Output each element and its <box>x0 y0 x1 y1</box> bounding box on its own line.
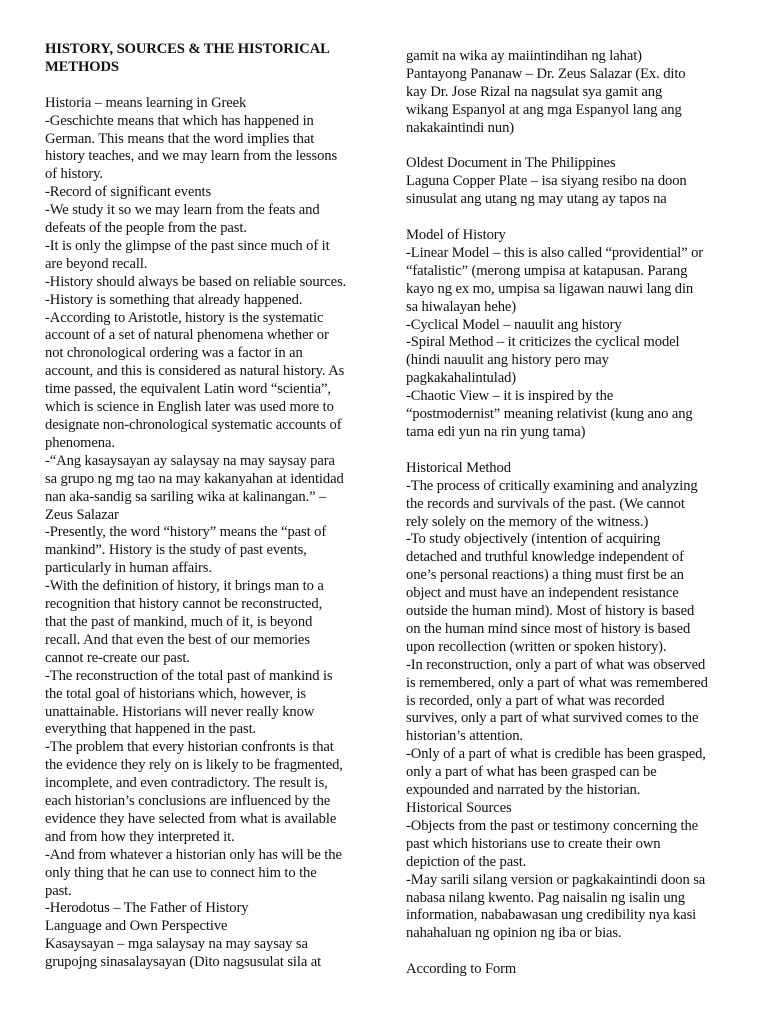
text-line: upon recollection (written or spoken history). <box>406 638 667 655</box>
text-line: Oldest Document in The Philippines <box>406 155 616 172</box>
text-line: -Only of a part of what is credible has been grasped, <box>406 746 706 763</box>
text-line: -Presently, the word “history” means the “past of <box>45 524 327 541</box>
text-line: Historical Sources <box>406 800 512 817</box>
text-line: -In reconstruction, only a part of what was observed <box>406 656 706 673</box>
text-line: German. This means that the word implies that <box>45 130 315 147</box>
text-line: kay Dr. Jose Rizal na nagsulat sya gamit ang <box>406 83 663 100</box>
text-line: -The problem that every historian confronts is that <box>45 739 334 756</box>
text-line: defeats of the people from the past. <box>45 220 247 237</box>
text-line: -Record of significant events <box>45 184 212 201</box>
text-line: phenomena. <box>45 434 115 451</box>
text-line: designate non-chronological systematic accounts of <box>45 417 342 434</box>
text-line: (hindi nauulit ang history pero may <box>406 352 609 369</box>
text-line: gamit na wika ay maiintindihan ng lahat) <box>406 48 642 64</box>
text-line: depiction of the past. <box>406 853 527 870</box>
text-line: “fatalistic” (merong umpisa at katapusan. Parang <box>406 262 688 279</box>
text-line: past. <box>45 882 72 899</box>
text-line: object and must have an independent resistance <box>406 585 679 602</box>
text-line: cannot re-create our past. <box>45 649 190 666</box>
text-line: -Objects from the past or testimony concerning the <box>406 817 699 834</box>
text-line: nabasa nilang kwento. Pag naisalin ng isalin ung <box>406 889 685 906</box>
text-line: -Linear Model – this is also called “providential” or <box>406 244 704 261</box>
text-line: unattainable. Historians will never really know <box>45 703 315 720</box>
text-line: -With the definition of history, it brings man to a <box>45 578 324 595</box>
document-title-line-1: HISTORY, SOURCES & THE HISTORICAL <box>45 41 330 57</box>
text-line: expounded and narrated by the historian. <box>406 782 641 799</box>
document-title-line-2: METHODS <box>45 58 119 75</box>
text-line: tama edi yun na rin yung tama) <box>406 424 586 440</box>
left-column-text <box>45 95 367 972</box>
text-line: nahahaluan ng opinion ng iba or bias. <box>406 925 622 942</box>
text-line: sa grupo ng mg tao na may kakanyahan at identidad <box>45 470 344 487</box>
text-line: account, and this is considered as natural history. As <box>45 363 345 380</box>
text-line: Historia – means learning in Greek <box>45 94 247 111</box>
right-column <box>406 48 732 979</box>
text-line: -Spiral Method – it criticizes the cyclical model <box>406 334 680 351</box>
text-line: Zeus Salazar <box>45 506 119 523</box>
text-line: -The reconstruction of the total past of mankind is <box>45 667 333 684</box>
text-line: on the human mind since most of history is based <box>406 620 691 637</box>
text-line: which is science in English later was used more to <box>45 399 334 416</box>
text-line: is recorded, only a part of what was recorded <box>406 692 665 709</box>
text-line: historian’s attention. <box>406 728 523 745</box>
text-line: time passed, the equivalent Latin word “scientia”, <box>45 381 331 398</box>
text-line: grupojng sinasalaysayan (Dito nagsusulat sila at <box>45 954 322 971</box>
text-line: -Geschichte means that which has happened in <box>45 112 314 129</box>
text-line: information, nababawasan ung credibility nya kasi <box>406 907 697 924</box>
text-line: -May sarili silang version or pagkakaintindi doon sa <box>406 871 706 888</box>
text-line: recognition that history cannot be reconstructed, <box>45 596 323 613</box>
text-line: only thing that he can use to connect him to the <box>45 864 317 881</box>
left-column <box>45 41 367 972</box>
text-line: the records and survivals of the past. (We cannot <box>406 495 685 512</box>
text-line: nan aka-sandig sa sariling wika at kalinangan.” – <box>45 488 327 505</box>
text-line: only a part of what has been grasped can be <box>406 764 657 781</box>
text-line: pagkakahalintulad) <box>406 370 517 387</box>
text-line: -And from whatever a historian only has will be the <box>45 846 342 863</box>
text-line: incomplete, and even contradictory. The result is, <box>45 775 328 792</box>
text-line: -“Ang kasaysayan ay salaysay na may saysay para <box>45 452 335 469</box>
text-line: Kasaysayan – mga salaysay na may saysay sa <box>45 936 308 953</box>
text-line: -History is something that already happened. <box>45 291 303 308</box>
text-line: sa hiwalayan hehe) <box>406 298 517 315</box>
text-line: “postmodernist” meaning relativist (kung ano ang <box>406 406 693 423</box>
text-line: Pantayong Pananaw – Dr. Zeus Salazar (Ex. dito <box>406 65 686 82</box>
text-line: the total goal of historians which, however, is <box>45 685 306 702</box>
text-line: one’s personal reactions) a thing must first be an <box>406 567 684 584</box>
text-line: the evidence they rely on is likely to be fragmented, <box>45 757 343 774</box>
text-line: Historical Method <box>406 459 511 476</box>
text-line: nakakaintindi nun) <box>406 119 515 136</box>
right-column-text <box>406 48 732 979</box>
text-line: not chronological ordering was a factor in an <box>45 345 303 362</box>
text-line: account of a set of natural phenomena whether or <box>45 327 329 344</box>
text-line: -Herodotus – The Father of History <box>45 900 249 917</box>
text-line: Laguna Copper Plate – isa siyang resibo na doon <box>406 173 687 190</box>
text-line: rely solely on the memory of the witness.) <box>406 513 649 530</box>
text-line: kayo ng ex mo, umpisa sa ligawan nauwi lang din <box>406 280 694 297</box>
text-line: sinusulat ang utang ng may utang ay tapos na <box>406 191 667 208</box>
text-line: that the past of mankind, much of it, is beyond <box>45 613 313 630</box>
text-line: -Cyclical Model – nauulit ang history <box>406 316 622 333</box>
text-line: detached and truthful knowledge independent of <box>406 549 684 566</box>
paragraph-spacer <box>406 943 732 961</box>
text-line: -History should always be based on reliable sources. <box>45 273 347 290</box>
text-line: particularly in human affairs. <box>45 560 212 577</box>
text-line: past which historians use to create their own <box>406 835 661 852</box>
text-line: history teaches, and we may learn from the lessons <box>45 148 338 165</box>
text-line: -The process of critically examining and analyzing <box>406 477 698 494</box>
text-line: -It is only the glimpse of the past since much of it <box>45 237 330 254</box>
text-line: is remembered, only a part of what was remembered <box>406 674 708 691</box>
text-line: each historian’s conclusions are influenced by the <box>45 793 331 810</box>
text-line: outside the human mind). Most of history is based <box>406 603 695 620</box>
text-line: mankind”. History is the study of past events, <box>45 542 307 559</box>
text-line: and from how they interpreted it. <box>45 828 235 845</box>
text-line: -According to Aristotle, history is the systematic <box>45 309 324 326</box>
text-line: -We study it so we may learn from the feats and <box>45 202 320 219</box>
title-spacer <box>45 77 367 95</box>
text-line: According to Form <box>406 961 517 978</box>
paragraph-spacer <box>406 209 732 227</box>
text-line: recall. And that even the best of our memories <box>45 631 310 648</box>
text-line: everything that happened in the past. <box>45 721 257 738</box>
text-line: survives, only a part of what survived comes to the <box>406 710 699 727</box>
text-line: Language and Own Perspective <box>45 918 228 935</box>
text-line: -Chaotic View – it is inspired by the <box>406 388 614 405</box>
text-line: of history. <box>45 166 103 183</box>
text-line: Model of History <box>406 227 506 244</box>
paragraph-spacer <box>406 138 732 156</box>
text-line: are beyond recall. <box>45 255 148 272</box>
text-line: -To study objectively (intention of acquiring <box>406 531 661 548</box>
text-line: evidence they have selected from what is available <box>45 810 337 827</box>
text-line: wikang Espanyol at ang mga Espanyol lang ang <box>406 101 682 118</box>
paragraph-spacer <box>406 442 732 460</box>
